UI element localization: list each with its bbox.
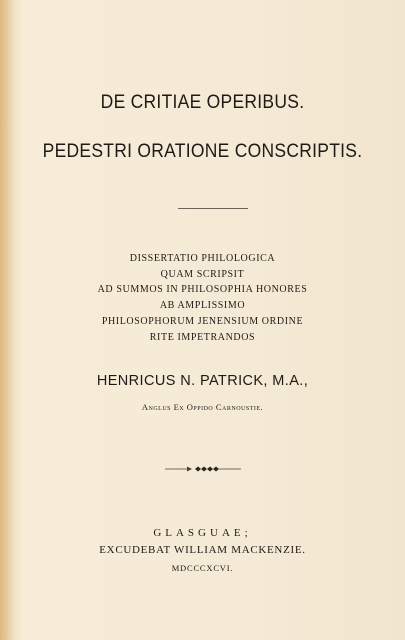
title-line-2: PEDESTRI ORATIONE CONSCRIPTIS. <box>42 141 363 162</box>
dissertation-line: AD SUMMOS IN PHILOSOPHIA HONORES <box>97 284 308 296</box>
dissertation-line: AB AMPLISSIMO <box>159 300 246 312</box>
author-name: HENRICUS N. PATRICK, M.A., <box>96 373 309 389</box>
imprint-place: GLASGUAE; <box>153 527 252 539</box>
dissertation-line: QUAM SCRIPSIT <box>160 268 245 280</box>
dissertation-line: PHILOSOPHORUM JENENSIUM ORDINE <box>101 315 304 327</box>
title-line-1: DE CRITIAE OPERIBUS. <box>100 92 305 113</box>
imprint-printer: EXCUDEBAT WILLIAM MACKENZIE. <box>99 544 306 556</box>
dissertation-line: DISSERTATIO PHILOLOGICA <box>129 253 276 264</box>
imprint-year: MDCCCXCVI. <box>171 563 234 573</box>
ornament-divider <box>163 464 243 474</box>
dissertation-line: RITE IMPETRANDOS <box>149 331 256 343</box>
author-origin: Anglus Ex Oppido Carnoustie. <box>141 402 264 412</box>
dissertation-statement <box>0 251 405 345</box>
title-divider <box>178 208 248 209</box>
